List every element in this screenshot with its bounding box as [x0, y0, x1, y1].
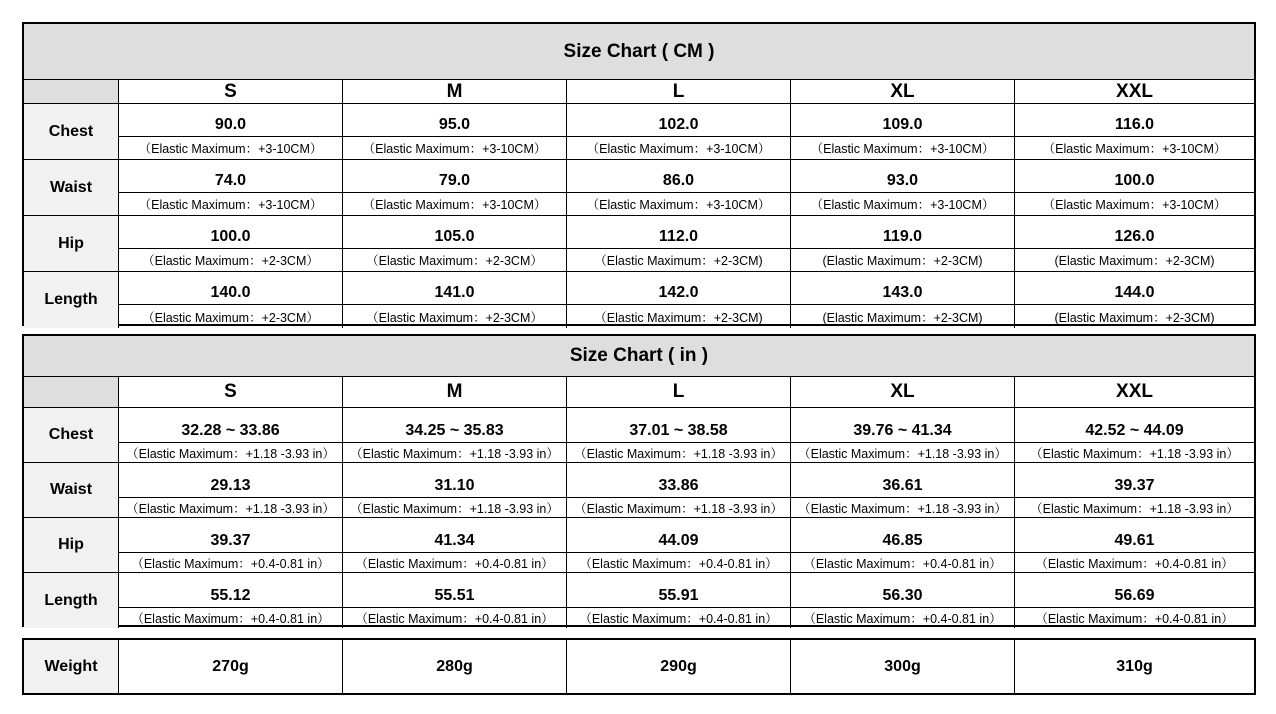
measurement-value: 42.52 ~ 44.09	[1015, 408, 1254, 443]
elastic-note: （Elastic Maximum：+3-10CM）	[1042, 142, 1227, 156]
size-cell-xl	[790, 463, 1014, 517]
measurement-value: 39.37	[119, 518, 342, 553]
size-cell-s	[118, 463, 342, 517]
size-cell-s	[118, 160, 342, 215]
elastic-note: (Elastic Maximum：+2-3CM)	[822, 254, 983, 268]
elastic-note: （Elastic Maximum：+0.4-0.81 in）	[355, 612, 554, 626]
size-header-l: L	[566, 377, 790, 407]
size-header-row	[24, 80, 1254, 104]
elastic-note: （Elastic Maximum：+0.4-0.81 in）	[1035, 612, 1234, 626]
size-header-m: M	[342, 80, 566, 103]
size-chart-in	[22, 334, 1256, 627]
elastic-note: （Elastic Maximum：+0.4-0.81 in）	[355, 556, 554, 571]
elastic-note: （Elastic Maximum：+0.4-0.81 in）	[1035, 556, 1234, 571]
size-cell-xxl	[1014, 573, 1254, 628]
measurement-row-waist	[24, 160, 1254, 216]
size-cell-m	[342, 216, 566, 271]
measurement-value: 46.85	[791, 518, 1014, 553]
measurement-value: 100.0	[1015, 160, 1254, 193]
elastic-note: （Elastic Maximum：+2-3CM）	[366, 310, 543, 325]
size-chart-cm	[22, 22, 1256, 326]
elastic-note: （Elastic Maximum：+1.18 -3.93 in）	[350, 446, 559, 461]
measurement-value: 33.86	[567, 463, 790, 498]
elastic-note: （Elastic Maximum：+3-10CM）	[810, 142, 995, 156]
size-header-xl: XL	[790, 377, 1014, 407]
elastic-note: （Elastic Maximum：+0.4-0.81 in）	[131, 612, 330, 626]
measurement-value: 34.25 ~ 35.83	[343, 408, 566, 443]
measurement-value: 116.0	[1015, 104, 1254, 137]
size-cell-s	[118, 104, 342, 159]
weight-table	[22, 638, 1256, 695]
measurement-value: 31.10	[343, 463, 566, 498]
size-cell-xxl	[1014, 272, 1254, 328]
elastic-note: （Elastic Maximum：+2-3CM）	[142, 310, 319, 325]
measurement-value: 102.0	[567, 104, 790, 137]
size-cell-m	[342, 463, 566, 517]
measurement-value: 44.09	[567, 518, 790, 553]
measurement-value: 56.69	[1015, 573, 1254, 608]
measurement-value: 90.0	[119, 104, 342, 137]
measurement-value: 41.34	[343, 518, 566, 553]
measurement-value: 119.0	[791, 216, 1014, 249]
size-cell-s	[118, 573, 342, 628]
header-corner	[24, 80, 118, 103]
size-cell-s	[118, 408, 342, 462]
measurement-value: 74.0	[119, 160, 342, 193]
elastic-note: （Elastic Maximum：+3-10CM）	[1042, 198, 1227, 212]
measurement-row-hip	[24, 216, 1254, 272]
weight-value-xl: 300g	[790, 640, 1014, 693]
measurement-value: 93.0	[791, 160, 1014, 193]
size-cell-s	[118, 518, 342, 572]
measurement-value: 79.0	[343, 160, 566, 193]
measurement-value: 56.30	[791, 573, 1014, 608]
size-cell-xl	[790, 573, 1014, 628]
size-header-xxl: XXL	[1014, 377, 1254, 407]
elastic-note: （Elastic Maximum：+1.18 -3.93 in）	[798, 501, 1007, 516]
measurement-row-length	[24, 272, 1254, 328]
measurement-value: 37.01 ~ 38.58	[567, 408, 790, 443]
measurement-value: 39.76 ~ 41.34	[791, 408, 1014, 443]
elastic-note: （Elastic Maximum：+1.18 -3.93 in）	[1030, 446, 1239, 461]
size-cell-l	[566, 463, 790, 517]
elastic-note: （Elastic Maximum：+3-10CM）	[586, 198, 771, 212]
size-cell-xl	[790, 518, 1014, 572]
measurement-value: 55.51	[343, 573, 566, 608]
measurement-value: 112.0	[567, 216, 790, 249]
size-cell-xl	[790, 216, 1014, 271]
weight-label: Weight	[24, 640, 118, 693]
measurement-value: 144.0	[1015, 272, 1254, 305]
measurement-value: 86.0	[567, 160, 790, 193]
row-label: Chest	[24, 408, 118, 462]
elastic-note: (Elastic Maximum：+2-3CM)	[1054, 254, 1215, 268]
measurement-value: 141.0	[343, 272, 566, 305]
elastic-note: （Elastic Maximum：+2-3CM)	[594, 310, 763, 325]
size-chart-in-title: Size Chart ( in )	[24, 336, 1254, 377]
size-cell-s	[118, 272, 342, 328]
size-cell-m	[342, 573, 566, 628]
size-cell-xxl	[1014, 216, 1254, 271]
size-cell-l	[566, 408, 790, 462]
size-header-m: M	[342, 377, 566, 407]
size-cell-m	[342, 104, 566, 159]
row-label: Chest	[24, 104, 118, 159]
size-header-l: L	[566, 80, 790, 103]
size-cell-m	[342, 408, 566, 462]
elastic-note: （Elastic Maximum：+1.18 -3.93 in）	[798, 446, 1007, 461]
elastic-note: （Elastic Maximum：+1.18 -3.93 in）	[1030, 501, 1239, 516]
weight-value-s: 270g	[118, 640, 342, 693]
elastic-note: （Elastic Maximum：+0.4-0.81 in）	[803, 612, 1002, 626]
measurement-row-chest	[24, 408, 1254, 463]
size-cell-xl	[790, 408, 1014, 462]
size-header-s: S	[118, 377, 342, 407]
elastic-note: (Elastic Maximum：+2-3CM)	[822, 310, 983, 325]
size-cell-l	[566, 160, 790, 215]
elastic-note: （Elastic Maximum：+1.18 -3.93 in）	[574, 446, 783, 461]
size-cell-xl	[790, 272, 1014, 328]
elastic-note: （Elastic Maximum：+3-10CM）	[810, 198, 995, 212]
row-label: Waist	[24, 463, 118, 517]
elastic-note: （Elastic Maximum：+3-10CM）	[362, 142, 547, 156]
measurement-value: 95.0	[343, 104, 566, 137]
measurement-row-length	[24, 573, 1254, 628]
size-cell-m	[342, 518, 566, 572]
size-cell-m	[342, 160, 566, 215]
measurement-value: 109.0	[791, 104, 1014, 137]
elastic-note: （Elastic Maximum：+2-3CM）	[142, 254, 319, 268]
elastic-note: （Elastic Maximum：+0.4-0.81 in）	[803, 556, 1002, 571]
measurement-value: 140.0	[119, 272, 342, 305]
measurement-value: 36.61	[791, 463, 1014, 498]
weight-value-l: 290g	[566, 640, 790, 693]
elastic-note: （Elastic Maximum：+3-10CM）	[138, 198, 323, 212]
size-header-s: S	[118, 80, 342, 103]
elastic-note: （Elastic Maximum：+0.4-0.81 in）	[579, 556, 778, 571]
size-cell-l	[566, 104, 790, 159]
measurement-value: 126.0	[1015, 216, 1254, 249]
weight-row	[24, 640, 1254, 693]
size-chart-cm-title: Size Chart ( CM )	[24, 24, 1254, 80]
measurement-row-hip	[24, 518, 1254, 573]
measurement-value: 142.0	[567, 272, 790, 305]
elastic-note: (Elastic Maximum：+2-3CM)	[1054, 310, 1215, 325]
size-cell-l	[566, 216, 790, 271]
measurement-value: 55.91	[567, 573, 790, 608]
size-cell-xxl	[1014, 518, 1254, 572]
measurement-value: 105.0	[343, 216, 566, 249]
elastic-note: （Elastic Maximum：+1.18 -3.93 in）	[126, 446, 335, 461]
measurement-row-waist	[24, 463, 1254, 518]
size-cell-s	[118, 216, 342, 271]
weight-value-m: 280g	[342, 640, 566, 693]
size-header-row	[24, 377, 1254, 408]
elastic-note: （Elastic Maximum：+2-3CM）	[366, 254, 543, 268]
size-cell-xxl	[1014, 408, 1254, 462]
measurement-value: 32.28 ~ 33.86	[119, 408, 342, 443]
size-cell-xxl	[1014, 160, 1254, 215]
elastic-note: （Elastic Maximum：+1.18 -3.93 in）	[126, 501, 335, 516]
size-cell-xl	[790, 160, 1014, 215]
elastic-note: （Elastic Maximum：+1.18 -3.93 in）	[350, 501, 559, 516]
elastic-note: （Elastic Maximum：+3-10CM）	[138, 142, 323, 156]
measurement-value: 100.0	[119, 216, 342, 249]
size-cell-xxl	[1014, 104, 1254, 159]
row-label: Length	[24, 272, 118, 328]
measurement-row-chest	[24, 104, 1254, 160]
measurement-value: 49.61	[1015, 518, 1254, 553]
size-cell-xxl	[1014, 463, 1254, 517]
measurement-value: 55.12	[119, 573, 342, 608]
size-cell-m	[342, 272, 566, 328]
measurement-value: 39.37	[1015, 463, 1254, 498]
measurement-value: 29.13	[119, 463, 342, 498]
size-header-xxl: XXL	[1014, 80, 1254, 103]
size-cell-xl	[790, 104, 1014, 159]
header-corner	[24, 377, 118, 407]
elastic-note: （Elastic Maximum：+3-10CM）	[586, 142, 771, 156]
row-label: Waist	[24, 160, 118, 215]
row-label: Hip	[24, 518, 118, 572]
elastic-note: （Elastic Maximum：+3-10CM）	[362, 198, 547, 212]
row-label: Hip	[24, 216, 118, 271]
elastic-note: （Elastic Maximum：+1.18 -3.93 in）	[574, 501, 783, 516]
size-cell-l	[566, 573, 790, 628]
weight-value-xxl: 310g	[1014, 640, 1254, 693]
size-cell-l	[566, 518, 790, 572]
row-label: Length	[24, 573, 118, 628]
elastic-note: （Elastic Maximum：+2-3CM)	[594, 254, 763, 268]
elastic-note: （Elastic Maximum：+0.4-0.81 in）	[131, 556, 330, 571]
size-cell-l	[566, 272, 790, 328]
size-header-xl: XL	[790, 80, 1014, 103]
measurement-value: 143.0	[791, 272, 1014, 305]
elastic-note: （Elastic Maximum：+0.4-0.81 in）	[579, 612, 778, 626]
